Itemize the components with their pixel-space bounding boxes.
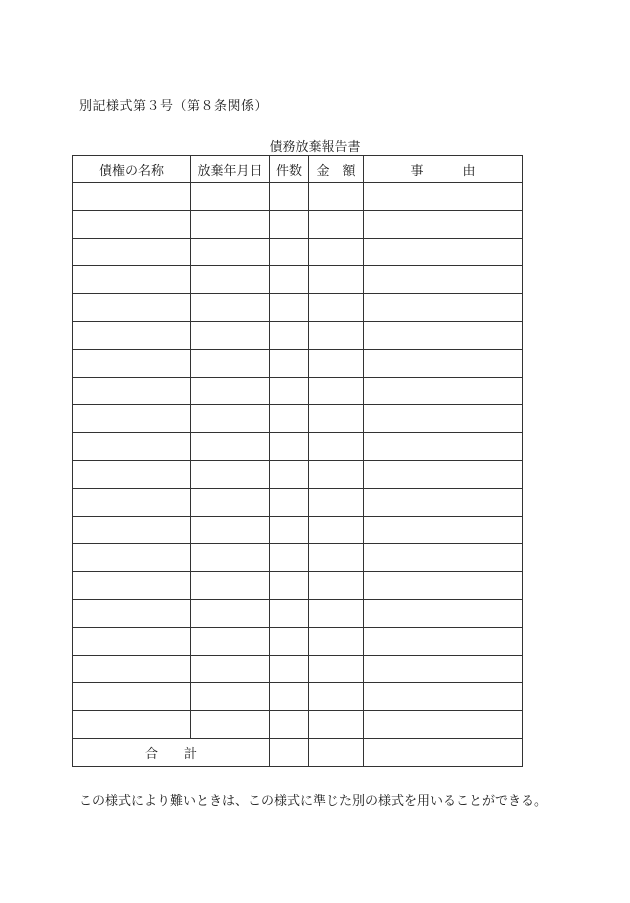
claim-name-cell[interactable] (73, 377, 191, 405)
waiver-date-cell[interactable] (191, 238, 270, 266)
reason-cell[interactable] (364, 210, 523, 238)
table-row (73, 572, 523, 600)
table-row (73, 321, 523, 349)
table-row (73, 266, 523, 294)
waiver-date-cell[interactable] (191, 321, 270, 349)
waiver-date-cell[interactable] (191, 655, 270, 683)
waiver-date-cell[interactable] (191, 183, 270, 211)
amount-cell[interactable] (309, 377, 364, 405)
amount-cell[interactable] (309, 349, 364, 377)
total-count-cell[interactable] (270, 738, 309, 766)
waiver-date-cell[interactable] (191, 627, 270, 655)
reason-cell[interactable] (364, 377, 523, 405)
waiver-date-cell[interactable] (191, 683, 270, 711)
claim-name-cell[interactable] (73, 294, 191, 322)
amount-cell[interactable] (309, 460, 364, 488)
claim-name-cell[interactable] (73, 655, 191, 683)
claim-name-cell[interactable] (73, 321, 191, 349)
total-label: 合 計 (73, 738, 270, 766)
header-waiver-date: 放棄年月日 (191, 156, 270, 183)
count-cell[interactable] (270, 377, 309, 405)
amount-cell[interactable] (309, 627, 364, 655)
amount-cell[interactable] (309, 572, 364, 600)
table-row (73, 683, 523, 711)
claim-name-cell[interactable] (73, 572, 191, 600)
claim-name-cell[interactable] (73, 683, 191, 711)
count-cell[interactable] (270, 210, 309, 238)
reason-cell[interactable] (364, 683, 523, 711)
table-row (73, 544, 523, 572)
table-row (73, 377, 523, 405)
amount-cell[interactable] (309, 266, 364, 294)
document-title: 債務放棄報告書 (269, 140, 361, 155)
amount-cell[interactable] (309, 294, 364, 322)
waiver-date-cell[interactable] (191, 711, 270, 739)
table-row (73, 405, 523, 433)
amount-cell[interactable] (309, 599, 364, 627)
amount-cell[interactable] (309, 544, 364, 572)
form-label: 別記様式第３号（第８条関係） (79, 99, 269, 114)
claim-name-cell[interactable] (73, 544, 191, 572)
table-row (73, 210, 523, 238)
amount-cell[interactable] (309, 238, 364, 266)
amount-cell[interactable] (309, 210, 364, 238)
waiver-date-cell[interactable] (191, 516, 270, 544)
waiver-date-cell[interactable] (191, 433, 270, 461)
waiver-date-cell[interactable] (191, 488, 270, 516)
count-cell[interactable] (270, 266, 309, 294)
count-cell[interactable] (270, 294, 309, 322)
count-cell[interactable] (270, 655, 309, 683)
amount-cell[interactable] (309, 183, 364, 211)
table-row (73, 711, 523, 739)
table-row (73, 183, 523, 211)
count-cell[interactable] (270, 238, 309, 266)
header-count: 件数 (270, 156, 309, 183)
waiver-date-cell[interactable] (191, 377, 270, 405)
reason-cell[interactable] (364, 516, 523, 544)
table-row (73, 627, 523, 655)
total-reason-cell[interactable] (364, 738, 523, 766)
table-body (73, 183, 523, 739)
reason-cell[interactable] (364, 460, 523, 488)
table-row (73, 460, 523, 488)
waiver-date-cell[interactable] (191, 460, 270, 488)
table-row (73, 349, 523, 377)
report-table (72, 155, 523, 767)
claim-name-cell[interactable] (73, 488, 191, 516)
footnote: この様式により難いときは、この様式に準じた別の様式を用いることができる。 (79, 794, 548, 809)
table-row (73, 294, 523, 322)
count-cell[interactable] (270, 183, 309, 211)
reason-cell[interactable] (364, 349, 523, 377)
table-row (73, 433, 523, 461)
table-row (73, 238, 523, 266)
amount-cell[interactable] (309, 516, 364, 544)
count-cell[interactable] (270, 683, 309, 711)
count-cell[interactable] (270, 349, 309, 377)
reason-cell[interactable] (364, 405, 523, 433)
waiver-date-cell[interactable] (191, 266, 270, 294)
claim-name-cell[interactable] (73, 238, 191, 266)
claim-name-cell[interactable] (73, 405, 191, 433)
reason-cell[interactable] (364, 294, 523, 322)
count-cell[interactable] (270, 405, 309, 433)
amount-cell[interactable] (309, 405, 364, 433)
count-cell[interactable] (270, 711, 309, 739)
waiver-date-cell[interactable] (191, 210, 270, 238)
count-cell[interactable] (270, 321, 309, 349)
count-cell[interactable] (270, 572, 309, 600)
header-row (73, 156, 523, 183)
header-claim-name: 債権の名称 (73, 156, 191, 183)
reason-cell[interactable] (364, 572, 523, 600)
reason-cell[interactable] (364, 544, 523, 572)
amount-cell[interactable] (309, 711, 364, 739)
amount-cell[interactable] (309, 433, 364, 461)
amount-cell[interactable] (309, 655, 364, 683)
total-row (73, 738, 523, 766)
count-cell[interactable] (270, 544, 309, 572)
count-cell[interactable] (270, 516, 309, 544)
waiver-date-cell[interactable] (191, 572, 270, 600)
claim-name-cell[interactable] (73, 266, 191, 294)
amount-cell[interactable] (309, 683, 364, 711)
reason-cell[interactable] (364, 627, 523, 655)
waiver-date-cell[interactable] (191, 544, 270, 572)
claim-name-cell[interactable] (73, 627, 191, 655)
table-row (73, 516, 523, 544)
claim-name-cell[interactable] (73, 711, 191, 739)
waiver-date-cell[interactable] (191, 294, 270, 322)
count-cell[interactable] (270, 599, 309, 627)
waiver-date-cell[interactable] (191, 405, 270, 433)
reason-cell[interactable] (364, 321, 523, 349)
claim-name-cell[interactable] (73, 516, 191, 544)
table-row (73, 488, 523, 516)
reason-cell[interactable] (364, 655, 523, 683)
total-amount-cell[interactable] (309, 738, 364, 766)
waiver-date-cell[interactable] (191, 599, 270, 627)
amount-cell[interactable] (309, 488, 364, 516)
table-row (73, 599, 523, 627)
claim-name-cell[interactable] (73, 460, 191, 488)
reason-cell[interactable] (364, 433, 523, 461)
waiver-date-cell[interactable] (191, 349, 270, 377)
claim-name-cell[interactable] (73, 349, 191, 377)
count-cell[interactable] (270, 460, 309, 488)
reason-cell[interactable] (364, 711, 523, 739)
claim-name-cell[interactable] (73, 210, 191, 238)
table-row (73, 655, 523, 683)
header-reason: 事 由 (364, 156, 523, 183)
claim-name-cell[interactable] (73, 183, 191, 211)
header-amount: 金 額 (309, 156, 364, 183)
amount-cell[interactable] (309, 321, 364, 349)
reason-cell[interactable] (364, 599, 523, 627)
reason-cell[interactable] (364, 238, 523, 266)
count-cell[interactable] (270, 433, 309, 461)
count-cell[interactable] (270, 488, 309, 516)
count-cell[interactable] (270, 627, 309, 655)
claim-name-cell[interactable] (73, 433, 191, 461)
reason-cell[interactable] (364, 183, 523, 211)
reason-cell[interactable] (364, 488, 523, 516)
claim-name-cell[interactable] (73, 599, 191, 627)
reason-cell[interactable] (364, 266, 523, 294)
